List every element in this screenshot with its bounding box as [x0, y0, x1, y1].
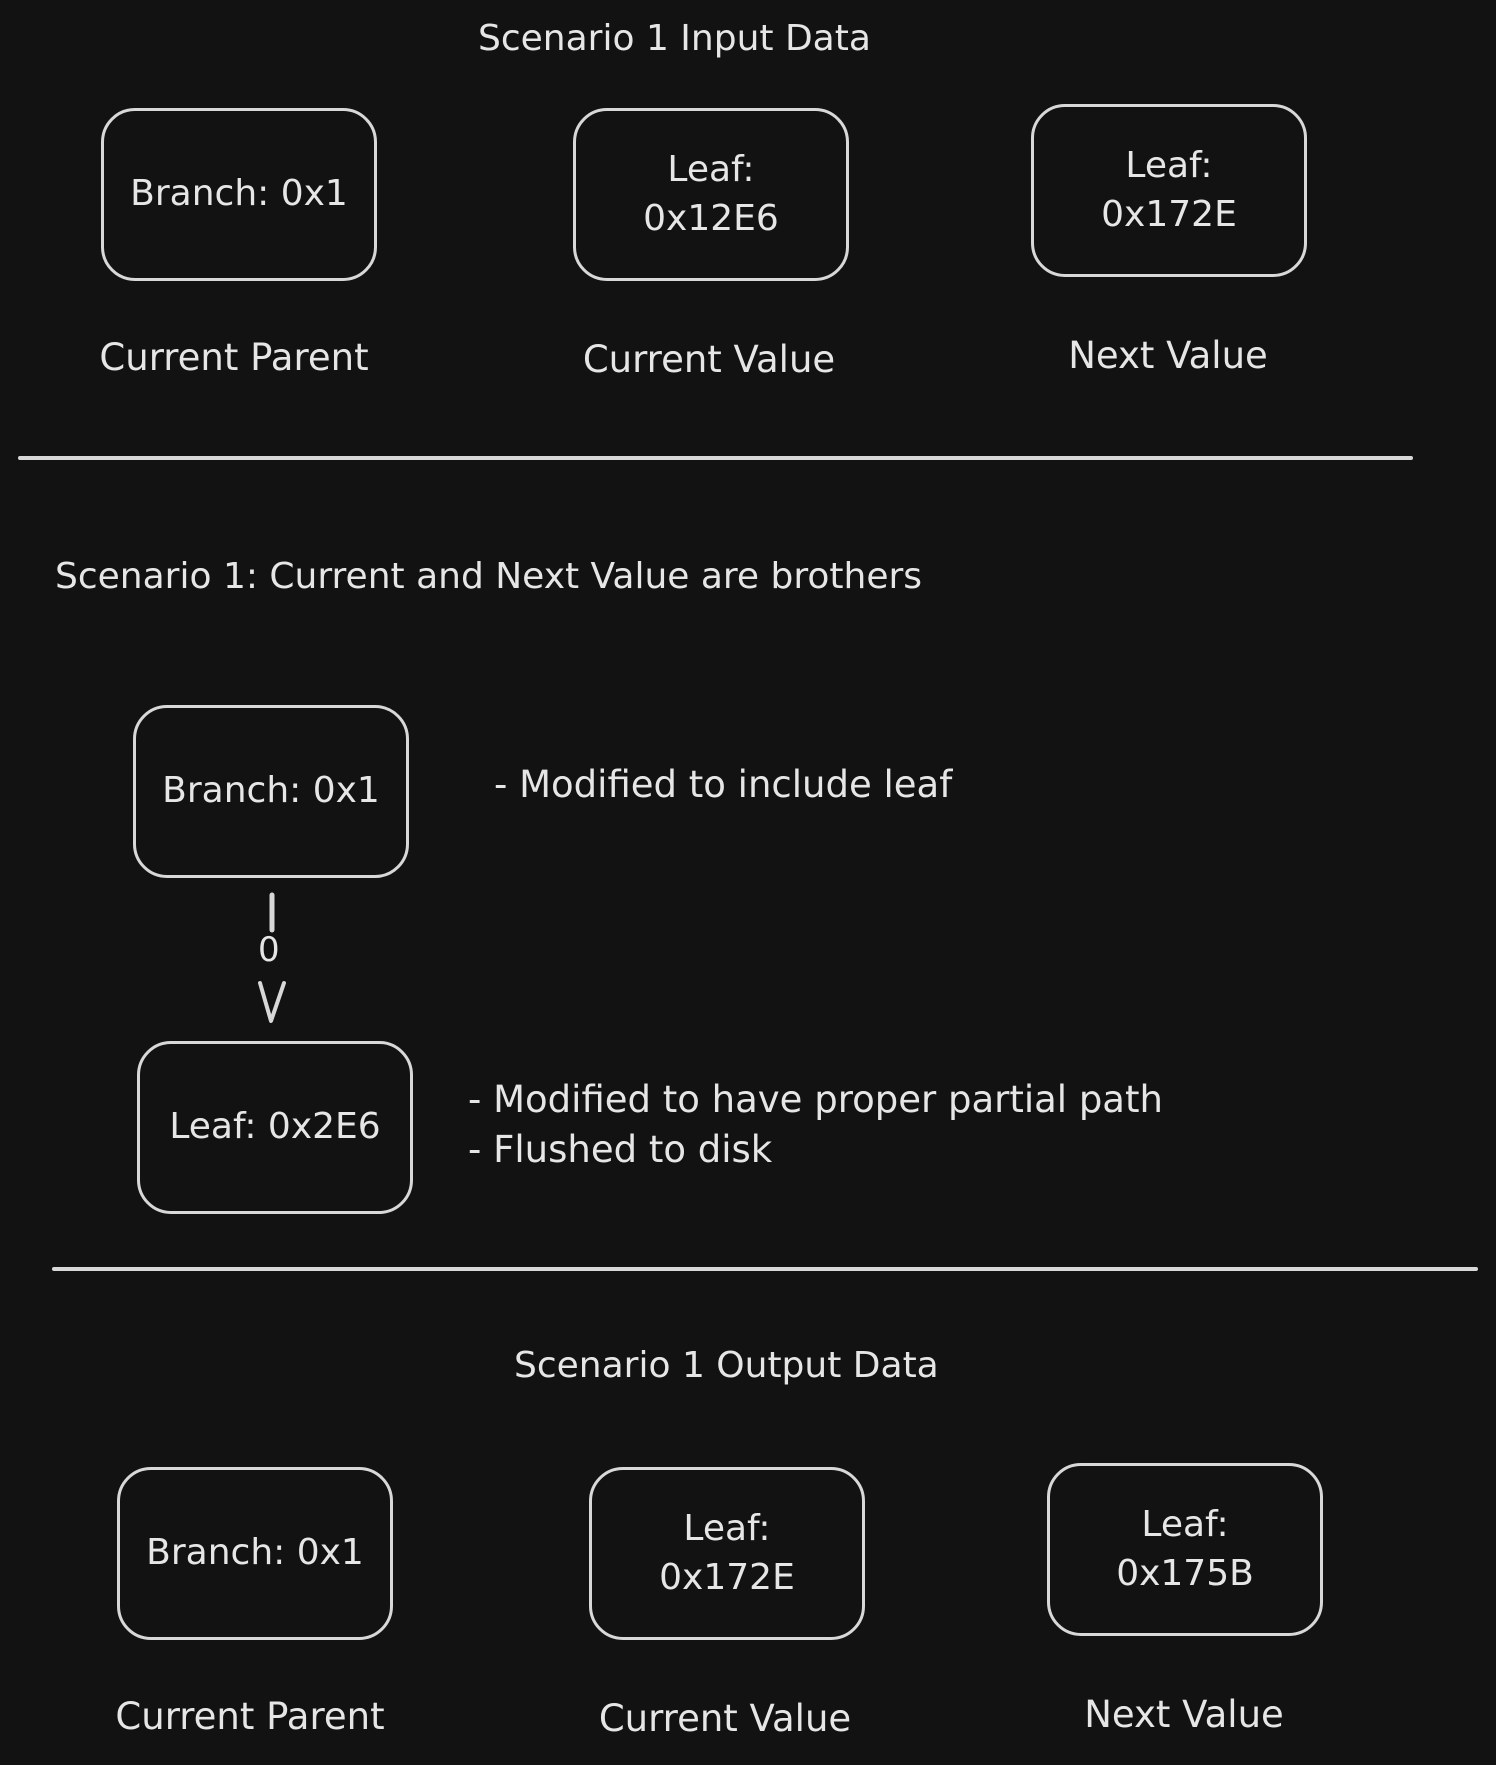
input-next-value-hash: 0x172E — [1101, 193, 1237, 235]
edge-label-nibble: 0 — [258, 930, 280, 970]
output-next-value-caption: Next Value — [1084, 1693, 1284, 1736]
input-current-value-caption: Current Value — [582, 338, 836, 381]
input-current-parent-label: Branch: 0x1 — [130, 173, 348, 215]
output-next-value-box — [1047, 1463, 1323, 1636]
input-current-value-box — [573, 108, 849, 281]
scenario-branch-note: - Modified to include leaf — [494, 763, 953, 806]
scenario-title: Scenario 1: Current and Next Value are brothers — [55, 556, 923, 597]
section-divider-top — [18, 456, 1413, 460]
output-current-value-hash: 0x172E — [659, 1556, 795, 1598]
input-next-value-caption: Next Value — [1068, 334, 1268, 377]
scenario-leaf-notes — [468, 1075, 1163, 1175]
input-next-value-box — [1031, 104, 1307, 277]
output-current-value-type: Leaf: — [683, 1507, 771, 1549]
input-current-parent-caption: Current Parent — [99, 336, 369, 379]
scenario-leaf-box — [137, 1041, 413, 1214]
scenario-branch-label: Branch: 0x1 — [162, 770, 380, 812]
output-current-value-box — [589, 1467, 865, 1640]
arrow-head — [260, 983, 284, 1021]
output-current-parent-caption: Current Parent — [115, 1695, 385, 1738]
output-current-value-caption: Current Value — [598, 1697, 852, 1740]
scenario-leaf-note-2: - Flushed to disk — [468, 1127, 773, 1171]
scenario-leaf-label: Leaf: 0x2E6 — [169, 1106, 381, 1148]
output-next-value-type: Leaf: — [1141, 1503, 1229, 1545]
input-current-parent-box — [101, 108, 377, 281]
input-next-value-type: Leaf: — [1125, 144, 1213, 186]
input-current-value-type: Leaf: — [667, 148, 755, 190]
output-next-value-hash: 0x175B — [1116, 1552, 1254, 1594]
output-current-parent-box — [117, 1467, 393, 1640]
input-current-value-hash: 0x12E6 — [643, 197, 779, 239]
scenario-branch-box — [133, 705, 409, 878]
output-current-parent-label: Branch: 0x1 — [146, 1532, 364, 1574]
output-section-title: Scenario 1 Output Data — [514, 1345, 939, 1386]
section-divider-bottom — [52, 1267, 1478, 1271]
input-section-title: Scenario 1 Input Data — [478, 18, 871, 59]
scenario-leaf-note-1: - Modified to have proper partial path — [468, 1078, 1163, 1121]
